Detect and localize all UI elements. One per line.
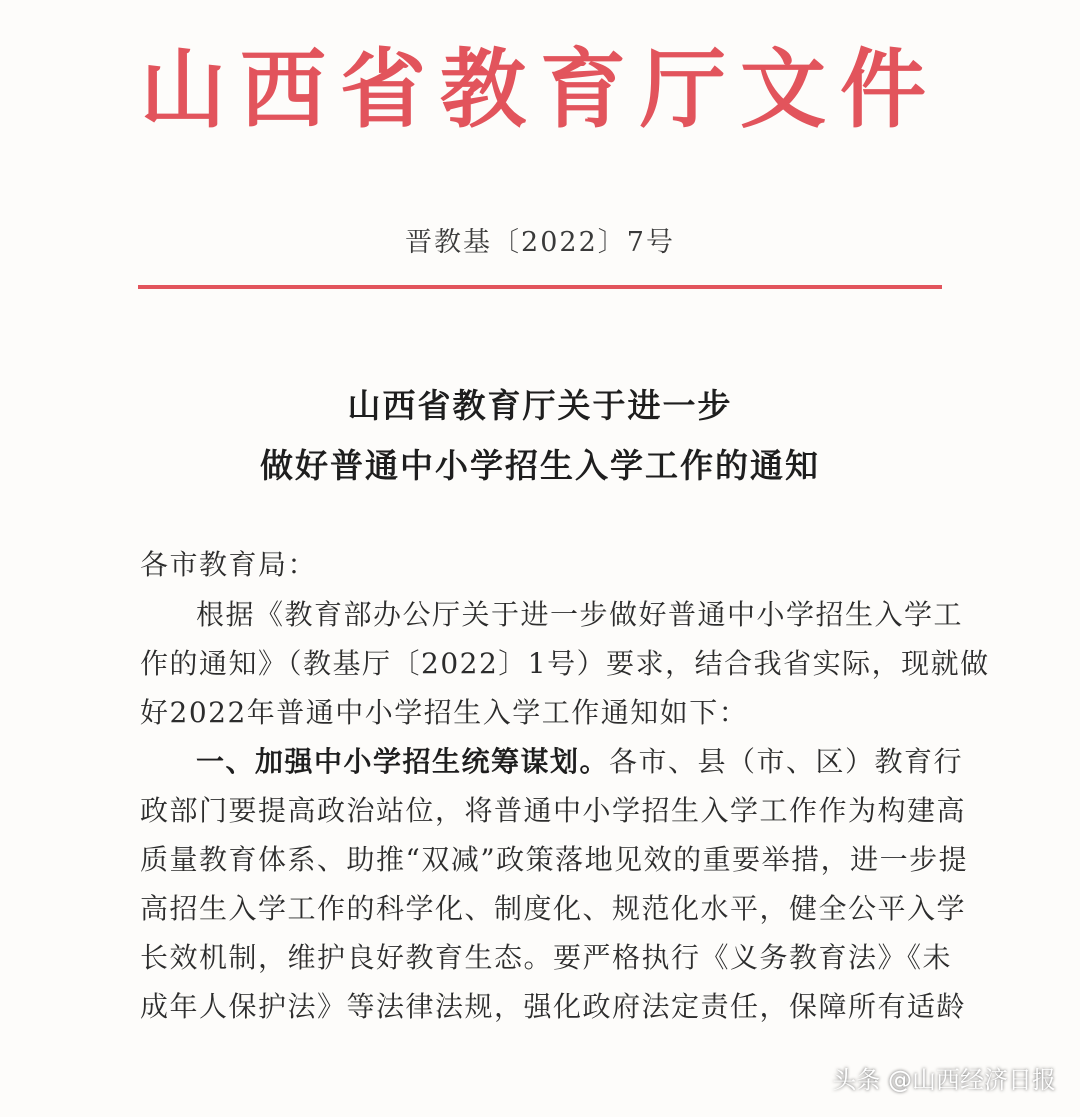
body-line: 高招生入学工作的科学化、制度化、规范化水平，健全公平入学: [140, 892, 967, 925]
red-divider-line: [138, 285, 942, 289]
notice-title-line-1: 山西省教育厅关于进一步: [347, 386, 733, 425]
body-text: [140, 590, 990, 1031]
body-line: 好2022年普通中小学招生入学工作通知如下：: [140, 696, 749, 729]
section-1-heading: 一、加强中小学招生统筹谋划。: [196, 745, 610, 778]
source-watermark: 头条 @山西经济日报: [832, 1066, 1056, 1094]
issuing-authority-header: 山西省教育厅文件: [140, 39, 940, 140]
body-line: 根据《教育部办公厅关于进一步做好普通中小学招生入学工: [196, 598, 964, 631]
body-line: 质量教育体系、助推“双减”政策落地见效的重要举措，进一步提: [140, 843, 969, 876]
body-line: 作的通知》（教基厅〔2022〕1号）要求，结合我省实际，现就做: [140, 647, 990, 680]
body-line: 政部门要提高政治站位，将普通中小学招生入学工作作为构建高: [140, 794, 967, 827]
salutation: 各市教育局：: [140, 548, 318, 581]
section-1-first-line: [140, 737, 964, 786]
notice-title-line-2: 做好普通中小学招生入学工作的通知: [260, 446, 820, 485]
body-line: 长效机制，维护良好教育生态。要严格执行《义务教育法》《未: [140, 941, 953, 974]
document-number: 晋教基〔2022〕7号: [405, 227, 675, 258]
body-line: 成年人保护法》等法律法规，强化政府法定责任，保障所有适龄: [140, 990, 967, 1023]
body-line-text: 各市、县（市、区）教育行: [609, 745, 964, 778]
